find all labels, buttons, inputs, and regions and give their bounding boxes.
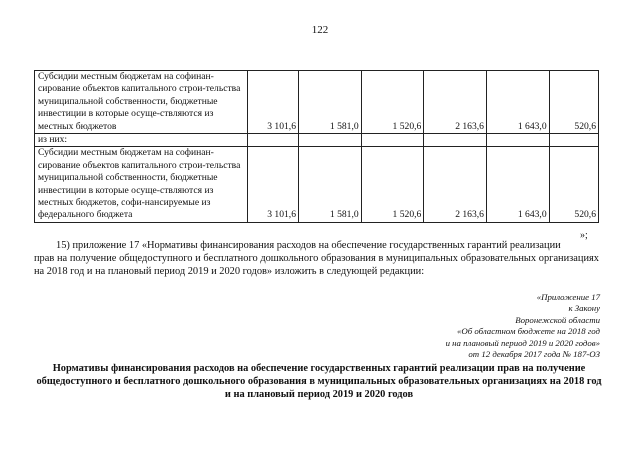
value-cell: 1 643,0	[486, 147, 549, 222]
value-cell: 1 581,0	[299, 147, 362, 222]
appendix-line: Воронежской области	[515, 314, 600, 325]
value-cell: 1 520,6	[361, 147, 424, 222]
budget-table	[34, 70, 599, 223]
value-cell	[248, 134, 299, 147]
page-number: 122	[311, 24, 329, 36]
value-cell	[424, 134, 487, 147]
value-cell	[361, 134, 424, 147]
value-cell: 1 581,0	[299, 71, 362, 134]
value-cell	[299, 134, 362, 147]
value-cell: 3 101,6	[248, 147, 299, 222]
value-cell	[486, 134, 549, 147]
appendix-line: от 12 декабря 2017 года № 187-ОЗ	[468, 349, 600, 360]
value-cell: 3 101,6	[248, 71, 299, 134]
quote-end: »;	[580, 230, 588, 241]
table-row	[35, 134, 599, 147]
value-cell	[549, 134, 598, 147]
value-cell: 520,6	[549, 147, 598, 222]
value-cell: 2 163,6	[424, 71, 487, 134]
appendix-line: к Закону	[568, 303, 600, 314]
appendix-line: и на плановый период 2019 и 2020 годов»	[445, 337, 600, 348]
row-label: Субсидии местным бюджетам на софинан-сирование объектов капитального строи-тельства муниципальной собственности, бюджетные инвестиции в которые осуще-ствляются из местных бюджетов, софи-нансируемые из федерального бюджета	[35, 147, 248, 222]
value-cell: 2 163,6	[424, 147, 487, 222]
paragraph-continuation: прав на получение общедоступного и бесплатного дошкольного образования в муниципальных образовательных организациях на 2018 год и на плановый период 2019 и 2020 годов» изложить в следующей редакции:	[34, 253, 599, 277]
value-cell: 1 643,0	[486, 71, 549, 134]
row-label: Субсидии местным бюджетам на софинан-сирование объектов капитального строи-тельства муниципальной собственности, бюджетные инвестиции в которые осуще-ствляются из местных бюджетов	[35, 71, 248, 134]
paragraph-first-line: 15) приложение 17 «Нормативы финансирования расходов на обеспечение государственных гарантий реализации	[56, 240, 561, 251]
amendment-paragraph	[34, 239, 599, 278]
value-cell: 1 520,6	[361, 71, 424, 134]
value-cell: 520,6	[549, 71, 598, 134]
appendix-reference	[360, 292, 600, 360]
row-label: из них:	[35, 134, 248, 147]
table-row	[35, 147, 599, 222]
section-heading: Нормативы финансирования расходов на обеспечение государственных гарантий реализации прав на получение общедоступного и бесплатного дошкольного образования в муниципальных образовательных организациях на 2018 год и на плановый период 2019 и 2020 годов	[36, 363, 602, 400]
appendix-line: «Приложение 17	[536, 292, 600, 302]
appendix-line: «Об областном бюджете на 2018 год	[456, 326, 600, 337]
table-row	[35, 71, 599, 134]
